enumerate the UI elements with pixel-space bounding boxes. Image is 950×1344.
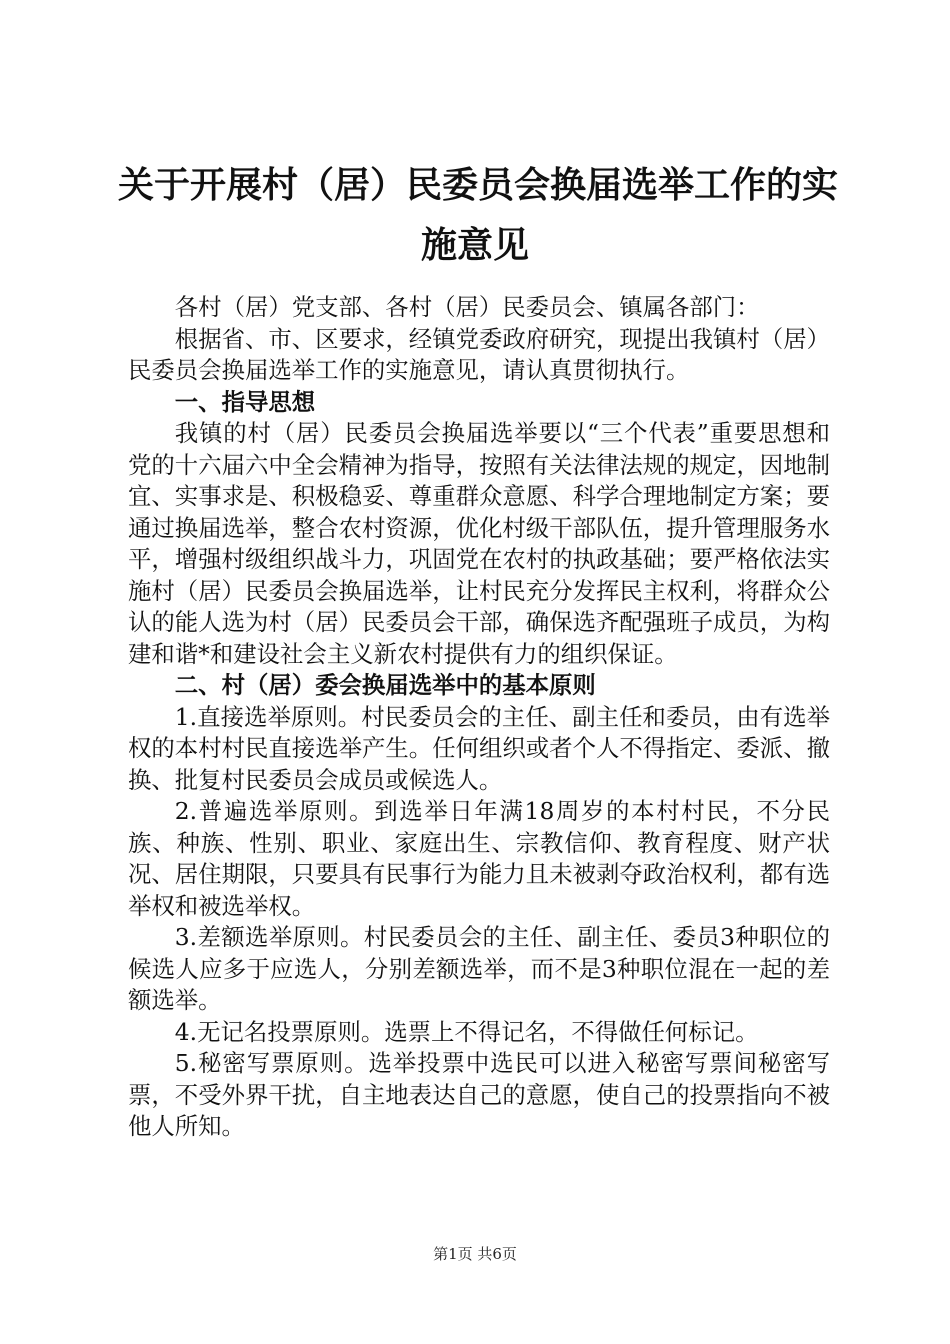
section2-heading: 二、村（居）委会换届选举中的基本原则: [174, 671, 596, 699]
section1-heading: 一、指导思想: [174, 387, 316, 416]
salutation: 各村（居）党支部、各村（居）民委员会、镇属各部门：: [174, 293, 760, 321]
document-title-line1: 关于开展村（居）民委员会换届选举工作的实: [118, 165, 839, 206]
principle-item: 2.普遍选举原则。到选举日年满18周岁的本村村民，不分民族、种族、性别、职业、家庭出生、宗教信仰、教育程度、财产状况、居住期限，只要具有民事行为能力且未被剥夺政治权利，都有选举权和被选举权。: [128, 797, 830, 920]
principle-item: 5.秘密写票原则。选举投票中选民可以进入秘密写票间秘密写票，不受外界干扰，自主地表达自己的意愿，使自己的投票指向不被他人所知。: [128, 1049, 830, 1140]
principle-item: 4.无记名投票原则。选票上不得记名，不得做任何标记。: [174, 1017, 759, 1046]
document-title-line2: 施意见: [420, 225, 529, 266]
page-footer: 第1页 共6页: [433, 1245, 517, 1263]
document-body: [128, 292, 830, 1143]
principle-item: 1.直接选举原则。村民委员会的主任、副主任和委员，由有选举权的本村村民直接选举产生。任何组织或者个人不得指定、委派、撤换、批复村民委员会成员或候选人。: [128, 702, 830, 794]
intro-paragraph: 根据省、市、区要求，经镇党委政府研究，现提出我镇村（居）民委员会换届选举工作的实施意见，请认真贯彻执行。: [128, 324, 830, 384]
section1-paragraph: 我镇的村（居）民委员会换届选举要以“三个代表”重要思想和党的十六届六中全会精神为指导，按照有关法律法规的规定，因地制宜、实事求是、积极稳妥、尊重群众意愿、科学合理地制定方案；要通过换届选举，整合农村资源，优化村级干部队伍，提升管理服务水平，增强村级组织战斗力，巩固党在农村的执政基础；要严格依法实施村（居）民委员会换届选举，让村民充分发挥民主权利，将群众公认的能人选为村（居）民委员会干部，确保选齐配强班子成员，为构建和谐*和建设社会主义新农村提供有力的组织保证。: [128, 419, 830, 668]
principle-item: 3.差额选举原则。村民委员会的主任、副主任、委员3种职位的候选人应多于应选人，分别差额选举，而不是3种职位混在一起的差额选举。: [128, 923, 830, 1014]
